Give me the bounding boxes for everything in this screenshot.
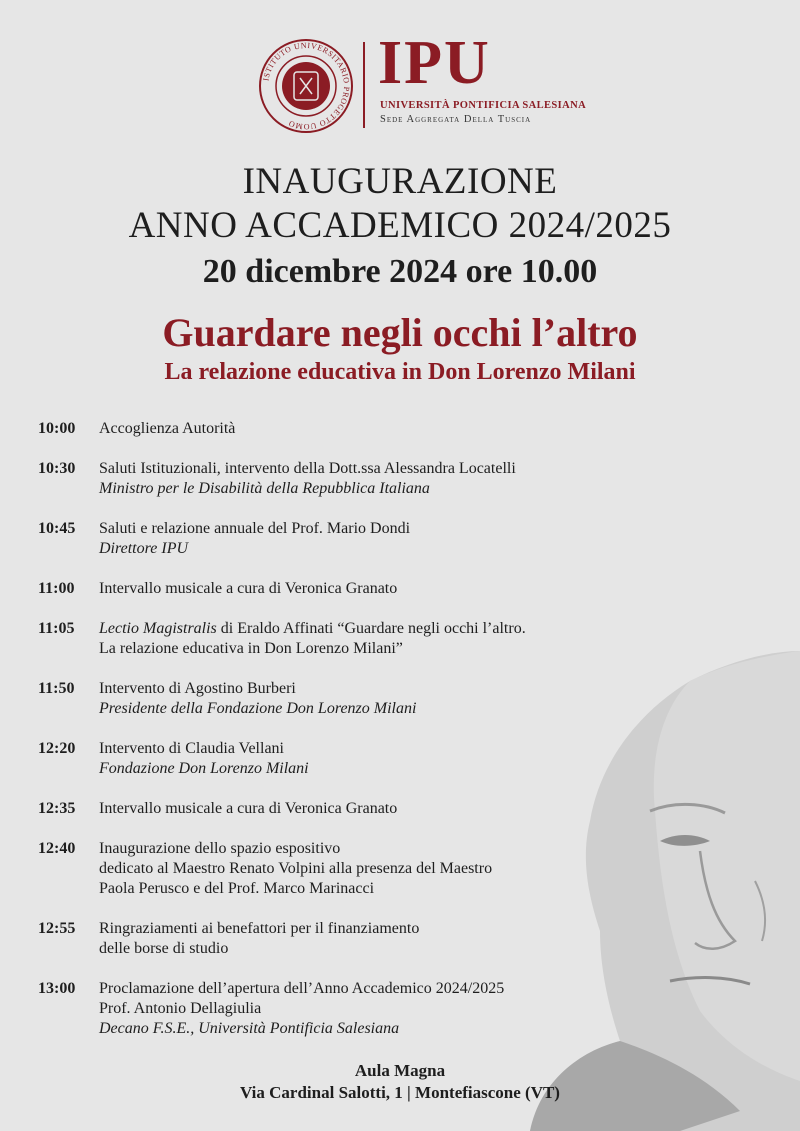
program-role: Direttore IPU [99, 540, 189, 557]
program-time: 13:00 [38, 980, 76, 997]
program-time: 11:00 [38, 580, 75, 597]
program-item [38, 979, 638, 1039]
program-text [99, 619, 638, 639]
program-text: Saluti Istituzionali, intervento della Dott.ssa Alessandra Locatelli [99, 460, 516, 477]
program-text: Accoglienza Autorità [99, 420, 236, 437]
program-item [38, 459, 638, 499]
sede-name: Sede Aggregata Della Tuscia [380, 114, 532, 125]
lectio-text: di Eraldo Affinati “Guardare negli occhi l’altro. [216, 620, 526, 637]
program-item [38, 579, 638, 599]
theme-subtitle: La relazione educativa in Don Lorenzo Milani [164, 359, 636, 385]
program-time: 10:00 [38, 420, 76, 437]
program-text-line2: delle borse di studio [99, 940, 229, 957]
program-text: Saluti e relazione annuale del Prof. Mario Dondi [99, 520, 411, 537]
program-text: Intervento di Claudia Vellani [99, 740, 284, 757]
program-role: Presidente della Fondazione Don Lorenzo Milani [99, 700, 417, 717]
program-role: Fondazione Don Lorenzo Milani [99, 760, 309, 777]
title-block [0, 160, 800, 386]
program-item [38, 679, 638, 719]
program-time: 11:05 [38, 620, 75, 637]
title-line1: INAUGURAZIONE [242, 161, 558, 202]
program-time: 12:40 [38, 840, 76, 857]
program-item [38, 739, 638, 779]
program-time: 10:30 [38, 460, 76, 477]
program-text: Intervallo musicale a cura di Veronica Granato [99, 800, 398, 817]
header [0, 29, 800, 138]
program-item [38, 839, 638, 899]
program-role: Ministro per le Disabilità della Repubblica Italiana [99, 480, 430, 497]
theme-title: Guardare negli occhi l’altro [162, 310, 638, 355]
program-text: Proclamazione dell’apertura dell’Anno Accademico 2024/2025 [99, 980, 505, 997]
university-name: UNIVERSITÀ PONTIFICIA SALESIANA [380, 100, 587, 111]
program-role: Decano F.S.E., Università Pontificia Salesiana [99, 1020, 400, 1037]
program-time: 11:50 [38, 680, 75, 697]
program-time: 12:35 [38, 800, 76, 817]
ipu-seal-logo [258, 38, 354, 134]
program-text: Ringraziamenti ai benefattori per il finanziamento [99, 920, 420, 937]
program-time: 12:20 [38, 740, 76, 757]
program-text: Intervallo musicale a cura di Veronica Granato [99, 580, 398, 597]
venue-footer [0, 1060, 800, 1104]
program-list [38, 419, 638, 1059]
program-text: Inaugurazione dello spazio espositivo [99, 840, 341, 857]
logo-divider [363, 42, 365, 128]
program-text-line3: Paola Perusco e del Prof. Marco Marinacci [99, 880, 375, 897]
program-item [38, 619, 638, 659]
program-time: 12:55 [38, 920, 76, 937]
program-item [38, 519, 638, 559]
event-date: 20 dicembre 2024 ore 10.00 [202, 253, 598, 290]
program-text-line2: La relazione educativa in Don Lorenzo Milani” [99, 640, 403, 657]
program-item [38, 419, 638, 439]
program-item [38, 799, 638, 819]
title-line2: ANNO ACCADEMICO 2024/2025 [128, 205, 672, 246]
program-text: Intervento di Agostino Burberi [99, 680, 296, 697]
lectio-label: Lectio Magistralis [99, 620, 217, 637]
program-time: 10:45 [38, 520, 76, 537]
program-item [38, 919, 638, 959]
svg-text:ISTITUTO UNIVERSITARIO PROGETT: ISTITUTO UNIVERSITARIO PROGETTO UOMO [261, 40, 352, 132]
venue-address: Via Cardinal Salotti, 1 | Montefiascone (VT) [240, 1083, 560, 1102]
venue-name: Aula Magna [354, 1061, 446, 1080]
program-text-line2: dedicato al Maestro Renato Volpini alla presenza del Maestro [99, 860, 493, 877]
program-text-line2: Prof. Antonio Dellagiulia [99, 1000, 262, 1017]
ipu-logo-text: IPU [378, 29, 491, 97]
